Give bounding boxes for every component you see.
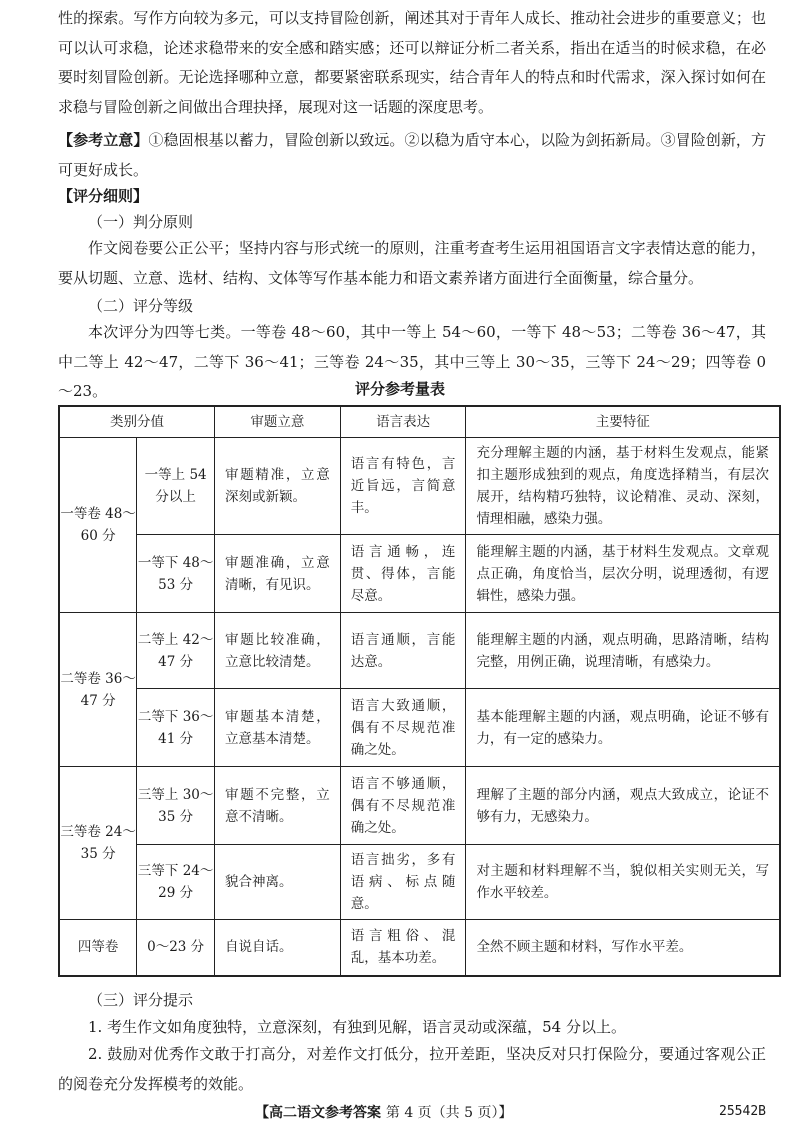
scoring-rules-heading: 【评分细则】	[58, 187, 149, 205]
table-row	[59, 845, 780, 920]
table-row	[59, 613, 780, 689]
theme-cell: 审题准确，立意清晰，有见识。	[215, 535, 341, 613]
subcategory-cell: 0～23 分	[137, 920, 215, 976]
tip-item: 1. 考生作文如角度独特，立意深刻，有独到见解，语言灵动或深蕴，54 分以上。	[88, 1018, 626, 1036]
reference-theme-text: ①稳固根基以蓄力，冒险创新以致远。②以稳为盾守本心，以险为剑拓新局。③冒险创新，方可更好成长。	[58, 131, 766, 179]
subcategory-cell: 二等上 42～47 分	[137, 613, 215, 689]
header-category: 类别分值	[59, 406, 215, 438]
language-cell: 语言有特色，言近旨远，言简意丰。	[340, 438, 466, 535]
language-cell: 语言拙劣，多有语病、标点随意。	[340, 845, 466, 920]
scoring-table	[58, 405, 781, 977]
levels-heading: （二）评分等级	[88, 297, 194, 315]
table-row	[59, 438, 780, 535]
feature-cell: 理解了主题的部分内涵，观点大致成立，论证不够有力，无感染力。	[466, 767, 780, 845]
table-header-row	[59, 406, 780, 438]
theme-cell: 审题精准，立意深刻或新颖。	[215, 438, 341, 535]
subcategory-cell: 三等下 24～29 分	[137, 845, 215, 920]
footer-title: 【高二语文参考答案	[255, 1105, 381, 1121]
feature-cell: 对主题和材料理解不当，貌似相关实则无关，写作水平较差。	[466, 845, 780, 920]
category-cell: 一等卷 48～60 分	[59, 438, 137, 613]
footer-page-number: 第 4 页（共 5 页）】	[385, 1105, 513, 1121]
levels-text: 本次评分为四等七类。一等卷 48～60，其中一等上 54～60，一等下 48～53；二等卷 36～47，其中二等上 42～47，二等下 36～41；三等卷 24～35，其中三等上 30～35，三等下 24～29；四等卷 0～23。	[58, 323, 766, 401]
feature-cell: 基本能理解主题的内涵，观点明确，论证不够有力，有一定的感染力。	[466, 689, 780, 767]
tips-heading: （三）评分提示	[88, 991, 194, 1009]
subcategory-cell: 一等上 54 分以上	[137, 438, 215, 535]
header-feature: 主要特征	[466, 406, 780, 438]
subcategory-cell: 二等下 36～41 分	[137, 689, 215, 767]
feature-cell: 充分理解主题的内涵，基于材料生发观点，能紧扣主题形成独到的观点，角度选择精当，有层次展开，结构精巧独特，议论精准、灵动、深刻，情理相融，感染力强。	[466, 438, 780, 535]
table-row	[59, 920, 780, 976]
paper-code: 25542B	[719, 1104, 766, 1119]
feature-cell: 能理解主题的内涵，基于材料生发观点。文章观点正确，角度恰当，层次分明，说理透彻，有逻辑性，感染力强。	[466, 535, 780, 613]
header-language: 语言表达	[340, 406, 466, 438]
header-theme: 审题立意	[215, 406, 341, 438]
subcategory-cell: 一等下 48～53 分	[137, 535, 215, 613]
table-title: 评分参考量表	[354, 380, 445, 398]
language-cell: 语言通顺，言能达意。	[340, 613, 466, 689]
theme-cell: 审题不完整，立意不清晰。	[215, 767, 341, 845]
tip-item: 2. 鼓励对优秀作文敢于打高分，对差作文打低分，拉开差距，坚决反对只打保险分，要通过客观公正的阅卷充分发挥模考的效能。	[58, 1045, 766, 1093]
category-cell: 二等卷 36～47 分	[59, 613, 137, 767]
category-cell: 三等卷 24～35 分	[59, 767, 137, 920]
page-footer	[255, 1102, 513, 1122]
principle-text: 作文阅卷要公正公平；坚持内容与形式统一的原则，注重考查考生运用祖国语言文字表情达意的能力，要从切题、立意、选材、结构、文体等写作基本能力和语文素养诸方面进行全面衡量，综合量分。	[58, 239, 766, 287]
reference-theme-paragraph	[58, 126, 766, 185]
language-cell: 语言粗俗、混乱，基本功差。	[340, 920, 466, 976]
feature-cell: 能理解主题的内涵，观点明确，思路清晰，结构完整，用例正确，说理清晰，有感染力。	[466, 613, 780, 689]
subcategory-cell: 三等上 30～35 分	[137, 767, 215, 845]
theme-cell: 貌合神离。	[215, 845, 341, 920]
language-cell: 语言通畅，连贯、得体，言能尽意。	[340, 535, 466, 613]
reference-theme-label: 【参考立意】	[58, 131, 149, 149]
theme-cell: 自说自话。	[215, 920, 341, 976]
table-row	[59, 535, 780, 613]
principle-heading: （一）判分原则	[88, 213, 194, 231]
category-cell: 四等卷	[59, 920, 137, 976]
theme-cell: 审题基本清楚，立意基本清楚。	[215, 689, 341, 767]
table-row	[59, 767, 780, 845]
feature-cell: 全然不顾主题和材料，写作水平差。	[466, 920, 780, 976]
language-cell: 语言不够通顺，偶有不尽规范准确之处。	[340, 767, 466, 845]
theme-cell: 审题比较准确，立意比较清楚。	[215, 613, 341, 689]
language-cell: 语言大致通顺，偶有不尽规范准确之处。	[340, 689, 466, 767]
table-row	[59, 689, 780, 767]
intro-paragraph: 性的探索。写作方向较为多元，可以支持冒险创新，阐述其对于青年人成长、推动社会进步的重要意义；也可以认可求稳，论述求稳带来的安全感和踏实感；还可以辩证分析二者关系，指出在适当的时候求稳，在必要时刻冒险创新。无论选择哪种立意，都要紧密联系现实，结合青年人的特点和时代需求，深入探讨如何在求稳与冒险创新之间做出合理抉择，展现对这一话题的深度思考。	[58, 9, 766, 116]
